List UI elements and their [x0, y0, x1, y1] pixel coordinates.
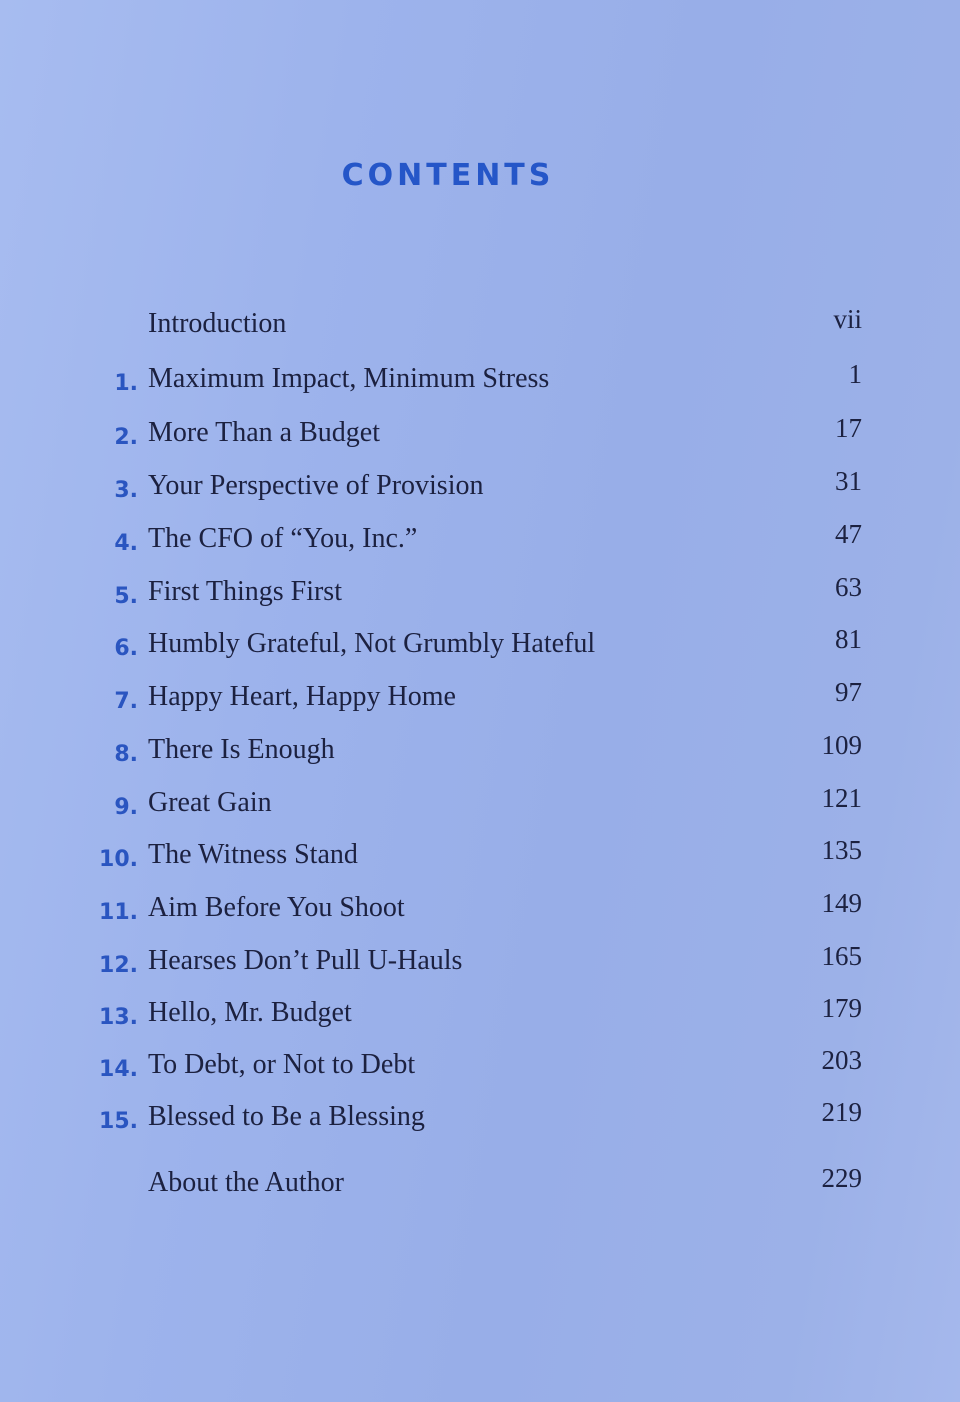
- entry-page: 219: [821, 1097, 862, 1127]
- entry-number: 8.: [114, 742, 138, 767]
- entry-number: 10.: [99, 847, 138, 872]
- entry-title: Introduction: [148, 308, 287, 339]
- entry-title: About the Author: [148, 1167, 344, 1198]
- entry-title: More Than a Budget: [148, 417, 380, 448]
- entry-number: 9.: [114, 795, 138, 820]
- toc-entry-chapter-4: [0, 519, 960, 563]
- toc-entry-chapter-10: [0, 835, 960, 879]
- entry-page: 203: [821, 1045, 862, 1075]
- entry-number: 11.: [99, 900, 138, 925]
- entry-title: Happy Heart, Happy Home: [148, 681, 456, 712]
- entry-page: 47: [835, 519, 862, 549]
- toc-entry-about-the-author: [0, 1163, 960, 1207]
- entry-number: 6.: [114, 636, 138, 661]
- entry-number: 2.: [114, 425, 138, 450]
- entry-page: 179: [821, 993, 862, 1023]
- entry-page: 63: [835, 572, 862, 602]
- entry-number: 14.: [99, 1057, 138, 1082]
- entry-number: 13.: [99, 1005, 138, 1030]
- entry-page: 109: [821, 730, 862, 760]
- entry-page: 17: [835, 413, 862, 443]
- entry-title: The Witness Stand: [148, 839, 358, 870]
- entry-page: 31: [835, 466, 862, 496]
- toc-entry-chapter-9: [0, 783, 960, 827]
- entry-page: 229: [821, 1163, 862, 1193]
- entry-page: 81: [835, 624, 862, 654]
- entry-page: 97: [835, 677, 862, 707]
- toc-entry-chapter-2: [0, 413, 960, 457]
- entry-title: The CFO of “You, Inc.”: [148, 523, 418, 554]
- entry-number: 15.: [99, 1109, 138, 1134]
- entry-number: 4.: [114, 531, 138, 556]
- toc-entry-chapter-12: [0, 941, 960, 985]
- entry-number: 7.: [114, 689, 138, 714]
- entry-title: Maximum Impact, Minimum Stress: [148, 363, 550, 394]
- toc-entry-chapter-3: [0, 466, 960, 510]
- entry-title: Blessed to Be a Blessing: [148, 1101, 425, 1132]
- entry-page: 135: [821, 835, 862, 865]
- toc-entry-chapter-11: [0, 888, 960, 932]
- toc-entry-chapter-5: [0, 572, 960, 616]
- entry-number: 12.: [99, 953, 138, 978]
- entry-title: Hello, Mr. Budget: [148, 997, 352, 1028]
- toc-entry-chapter-13: [0, 993, 960, 1037]
- entry-page: 149: [821, 888, 862, 918]
- entry-title: Hearses Don’t Pull U-Hauls: [148, 945, 463, 976]
- entry-title: Great Gain: [148, 787, 272, 818]
- toc-entry-chapter-14: [0, 1045, 960, 1089]
- toc-entry-chapter-15: [0, 1097, 960, 1141]
- entry-page: 121: [821, 783, 862, 813]
- entry-number: 1.: [114, 371, 138, 396]
- entry-number: 5.: [114, 584, 138, 609]
- toc-entry-chapter-8: [0, 730, 960, 774]
- entry-page: 165: [821, 941, 862, 971]
- entry-title: First Things First: [148, 576, 342, 607]
- entry-title: There Is Enough: [148, 734, 335, 765]
- entry-number: 3.: [114, 478, 138, 503]
- entry-title: To Debt, or Not to Debt: [148, 1049, 416, 1080]
- toc-entry-chapter-7: [0, 677, 960, 721]
- entry-title: Humbly Grateful, Not Grumbly Hateful: [148, 628, 596, 659]
- toc-entry-chapter-6: [0, 624, 960, 668]
- entry-page: vii: [833, 304, 862, 334]
- entry-title: Aim Before You Shoot: [148, 892, 405, 923]
- entry-title: Your Perspective of Provision: [148, 470, 484, 501]
- toc-entry-introduction: [0, 304, 960, 348]
- toc-entry-chapter-1: [0, 359, 960, 403]
- entry-page: 1: [848, 359, 862, 389]
- page-title: CONTENTS: [341, 158, 555, 193]
